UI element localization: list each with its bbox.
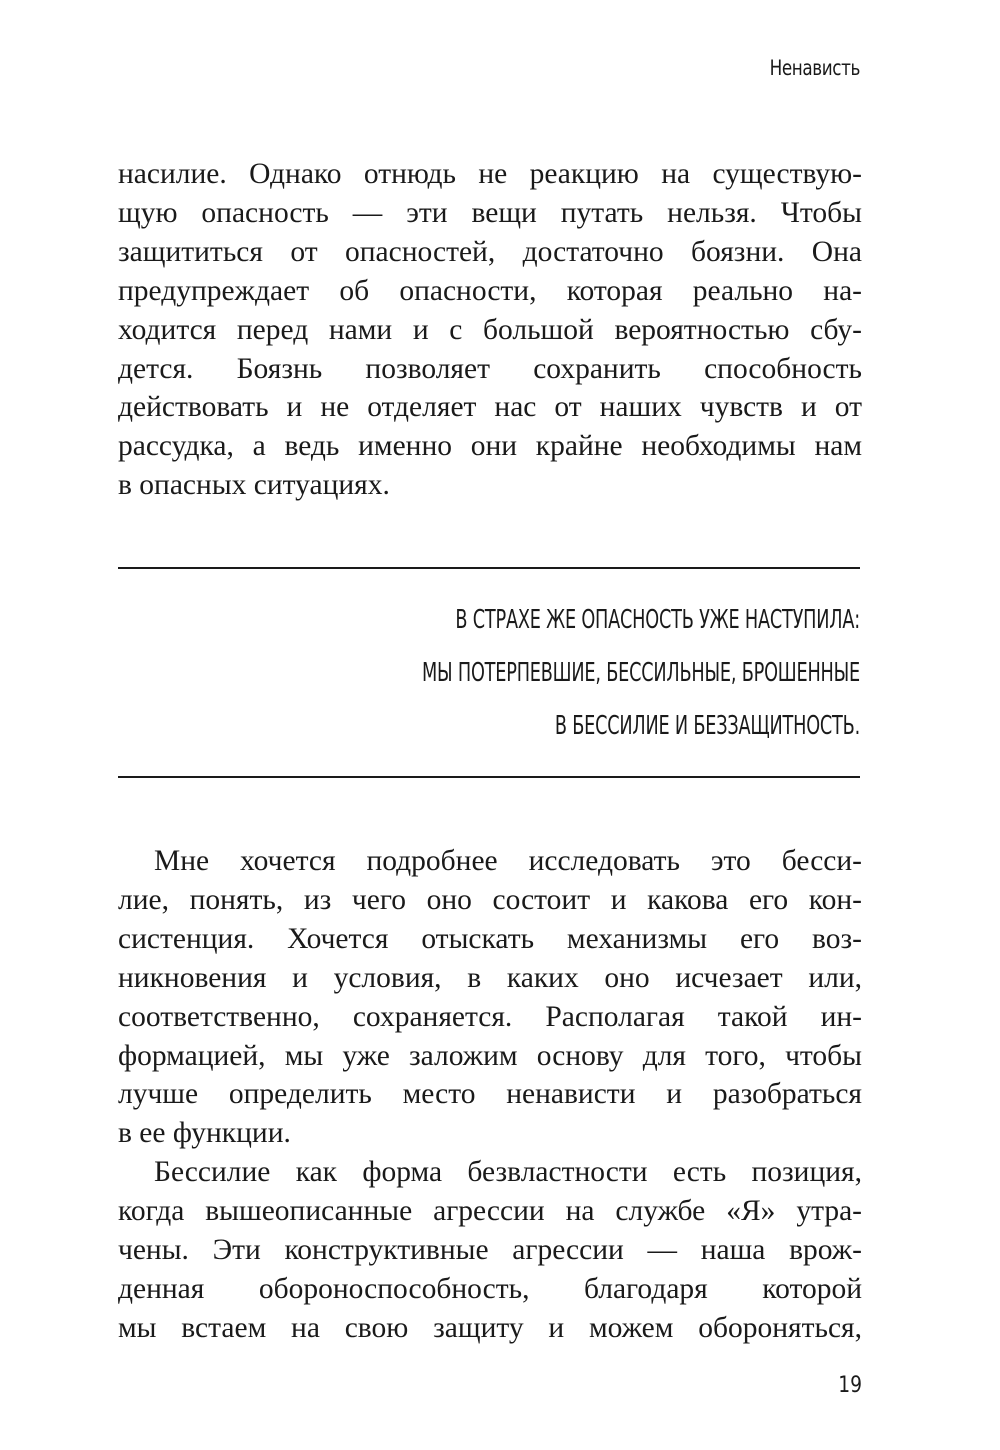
text-line: соответственно, сохраняется. Располагая такой ин- — [118, 1000, 862, 1033]
paragraph-2 — [118, 842, 862, 1153]
text-line: в ее функции. — [118, 1117, 291, 1150]
pull-quote-line: МЫ ПОТЕРПЕВШИЕ, БЕССИЛЬНЫЕ, БРОШЕННЫЕ — [422, 658, 860, 688]
text-line: защититься от опасностей, достаточно боязни. Она — [118, 235, 862, 268]
text-line: денная обороноспособность, благодаря которой — [118, 1272, 862, 1305]
pull-quote-line: В СТРАХЕ ЖЕ ОПАСНОСТЬ УЖЕ НАСТУПИЛА: — [455, 605, 860, 635]
pull-quote-line: В БЕССИЛИЕ И БЕЗЗАЩИТНОСТЬ. — [554, 711, 860, 741]
paragraph-3 — [118, 1153, 862, 1348]
text-line: ходится перед нами и с большой вероятностью сбу- — [118, 313, 862, 346]
text-line: дется. Боязнь позволяет сохранить способность — [118, 352, 862, 385]
text-line: систенция. Хочется отыскать механизмы его воз- — [118, 922, 862, 955]
text-line: Бессилие как форма безвластности есть позиция, — [154, 1156, 862, 1188]
text-line: никновения и условия, в каких оно исчезает или, — [118, 961, 862, 994]
text-line: насилие. Однако отнюдь не реакцию на существую- — [118, 158, 862, 190]
paragraph-1 — [118, 155, 862, 505]
pull-quote-top-rule — [118, 567, 860, 569]
text-line: мы встаем на свою защиту и можем обороняться, — [118, 1311, 862, 1344]
text-line: формацией, мы уже заложим основу для того, чтобы — [118, 1039, 862, 1072]
text-line: в опасных ситуациях. — [118, 469, 390, 502]
text-line: щую опасность — эти вещи путать нельзя. Чтобы — [118, 196, 862, 229]
pull-quote — [116, 594, 860, 753]
text-line: Мне хочется подробнее исследовать это бесси- — [154, 845, 862, 877]
text-line: лие, понять, из чего оно состоит и какова его кон- — [118, 883, 862, 916]
page-number: 19 — [838, 1373, 862, 1398]
text-line: когда вышеописанные агрессии на службе «Я» утра- — [118, 1194, 862, 1227]
text-line: рассудка, а ведь именно они крайне необходимы нам — [118, 430, 862, 463]
text-line: предупреждает об опасности, которая реально на- — [118, 274, 862, 307]
pull-quote-bottom-rule — [118, 776, 860, 778]
text-line: лучше определить место ненависти и разобраться — [118, 1078, 862, 1111]
text-line: чены. Эти конструктивные агрессии — наша врож- — [118, 1233, 862, 1266]
running-head: Ненависть — [769, 56, 860, 80]
text-line: действовать и не отделяет нас от наших чувств и от — [118, 391, 862, 424]
